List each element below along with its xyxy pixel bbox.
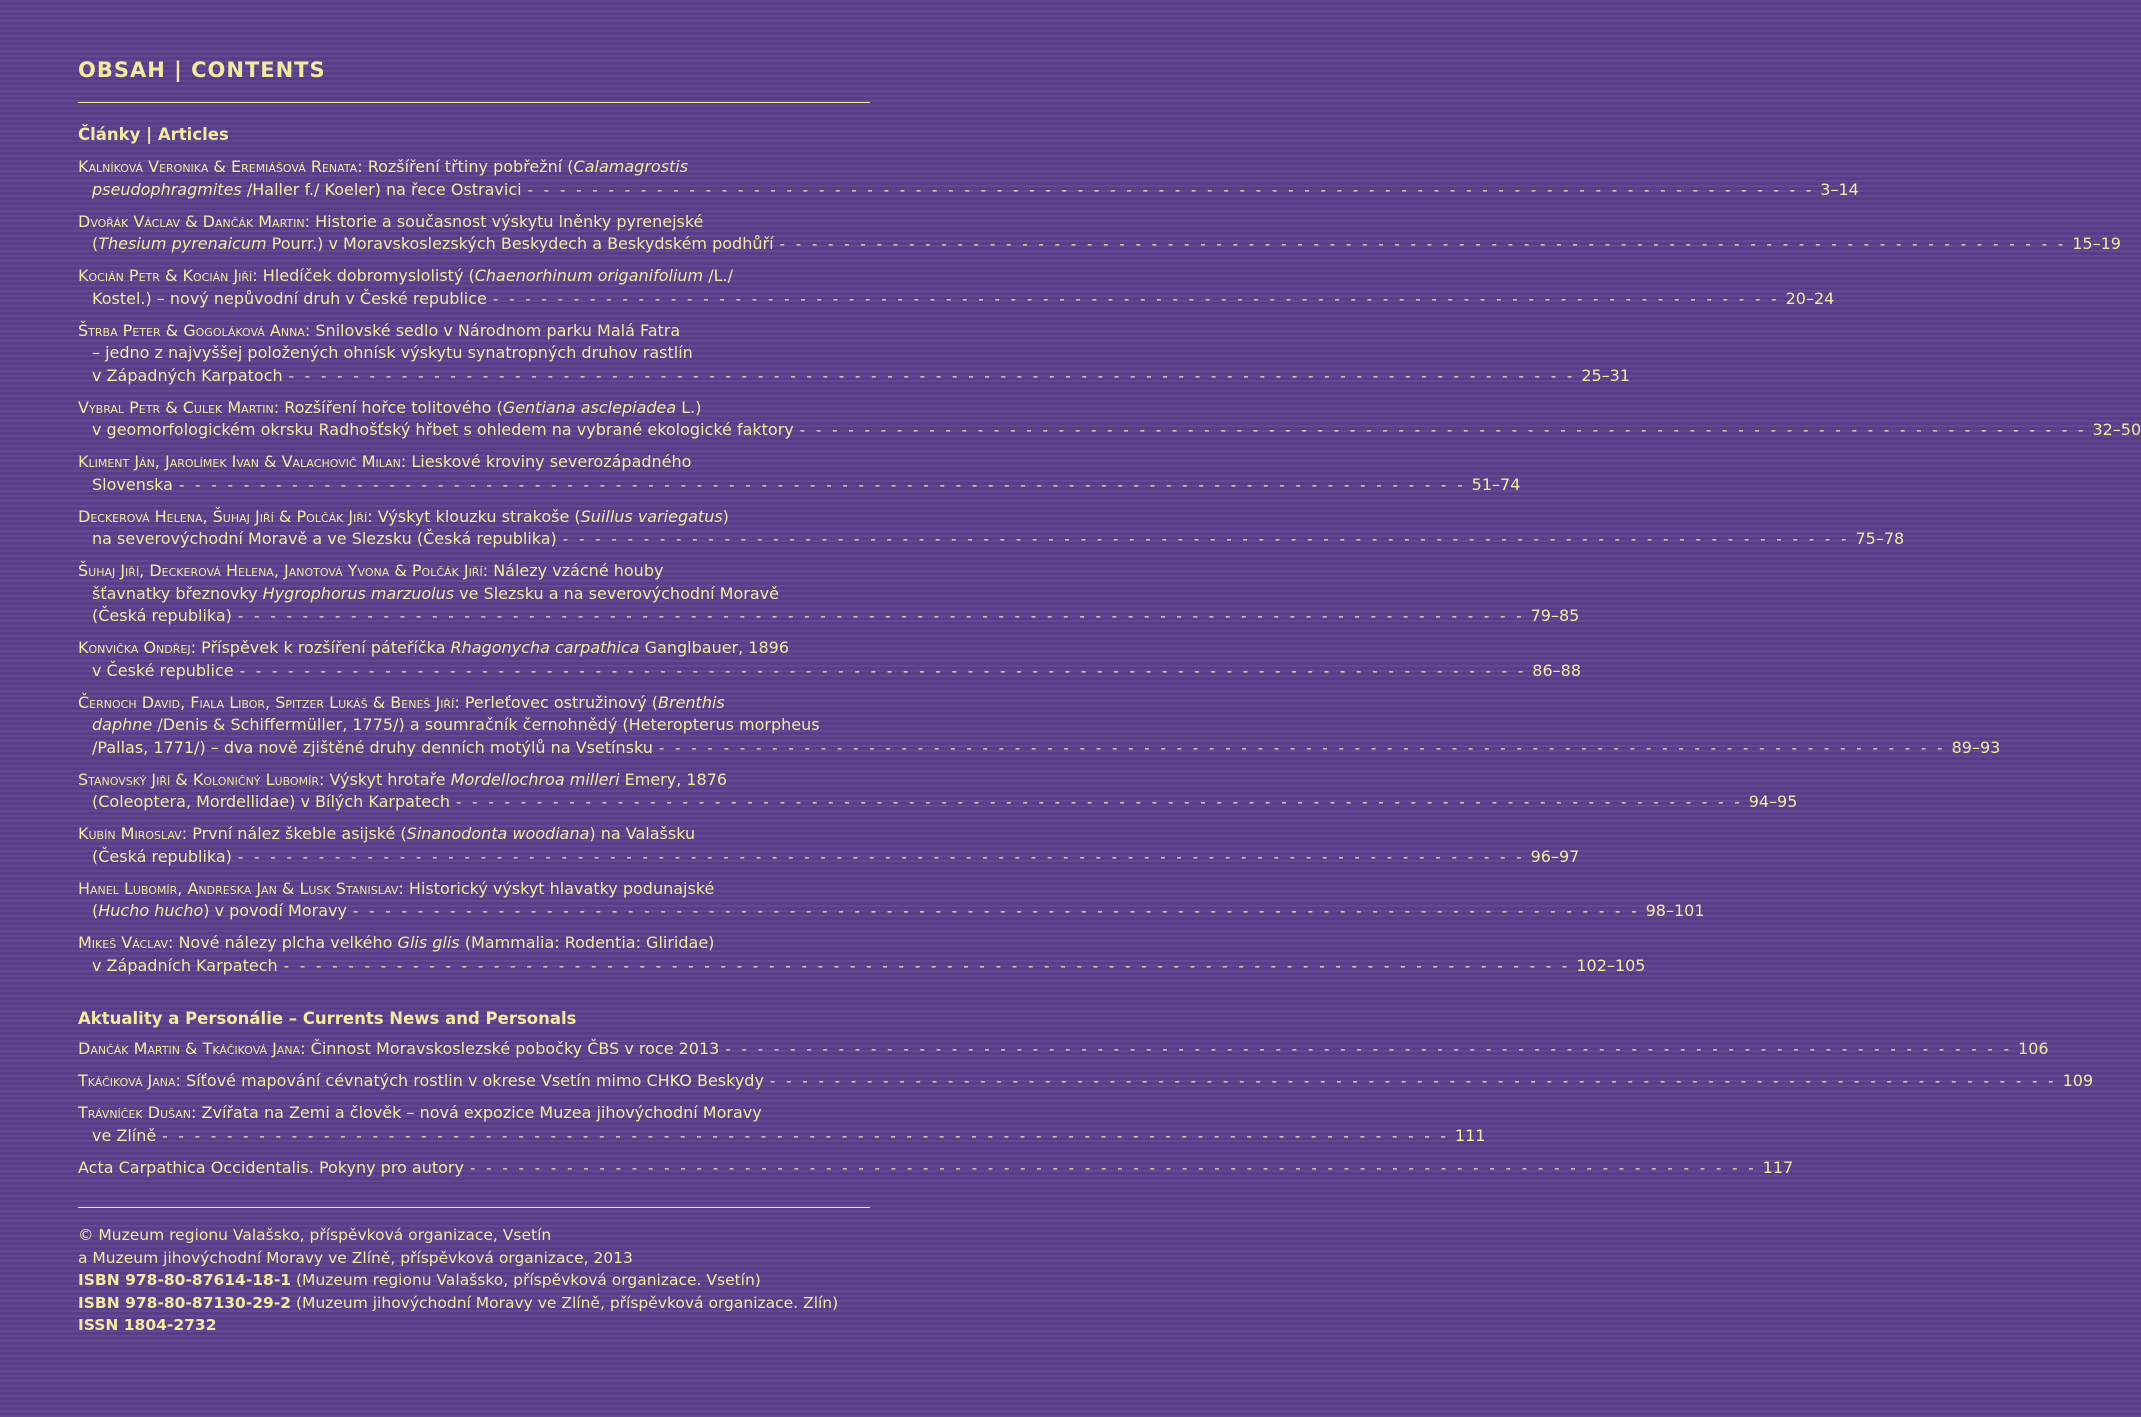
toc-line — [78, 737, 2001, 760]
title-text: L.) — [676, 397, 702, 417]
taxon-name: Calamagrostis — [573, 157, 689, 176]
title-text: Hledíček dobromyslolistý ( — [262, 266, 475, 285]
entry-text — [92, 419, 794, 442]
entry-text — [92, 365, 283, 388]
entry-authors: Stanovský Jiří & Koloničný Lubomír: — [78, 769, 325, 789]
contents-page — [78, 58, 2141, 1337]
isbn-publisher: (Muzeum jihovýchodní Moravy ve Zlíně, příspěvková organizace. Zlín) — [291, 1293, 839, 1312]
toc-line — [78, 1070, 2094, 1093]
entry-text — [92, 605, 232, 628]
dot-leader: - - - - - - - - - - - - - - - - - - - - - - - - - - - - - - - - - - - - - - - - - - - - - - - - - - - - - - - - - - - - - - - - - - - - - - - - - - - - - - - - — [283, 956, 1571, 975]
page-range: 106 — [2018, 1039, 2049, 1058]
page-range: 3–14 — [1820, 179, 1859, 199]
entry-authors: Štrba Peter & Gogoláková Anna: — [78, 320, 311, 340]
dot-leader: - - - - - - - - - - - - - - - - - - - - - - - - - - - - - - - - - - - - - - - - - - - - - - - - - - - - - - - - - - - - - - - - - - - - - - - - - - - - - - - - — [237, 607, 1525, 625]
entry-authors: Deckerová Helena, Šuhaj Jiří & Polčák Jiří: — [78, 506, 373, 526]
title-text: Emery, 1876 — [619, 769, 728, 789]
title-text: Rozšíření třtiny pobřežní ( — [367, 157, 574, 176]
page-range: 96–97 — [1530, 846, 1580, 866]
entry-authors: Hanel Lubomír, Andreska Jan & Lusk Stanislav: — [78, 878, 404, 898]
title-text: ( — [92, 901, 99, 920]
title-text: /Pallas, 1771/) – dva nově zjištěné druhy denních motýlů na Vsetínsku — [92, 737, 653, 757]
page-range: 20–24 — [1785, 288, 1835, 308]
page-range: 94–95 — [1748, 792, 1798, 811]
dot-leader: - - - - - - - - - - - - - - - - - - - - - - - - - - - - - - - - - - - - - - - - - - - - - - - - - - - - - - - - - - - - - - - - - - - - - - - - - - - - - - - - — [769, 1072, 2057, 1090]
entry-text — [92, 791, 450, 814]
copyright-line: © Muzeum regionu Valašsko, příspěvková organizace, Vsetín — [78, 1226, 552, 1244]
page-range: 51–74 — [1471, 474, 1521, 494]
toc-line — [78, 637, 870, 660]
entry-text — [92, 1125, 156, 1148]
copyright-line: a Muzeum jihovýchodní Moravy ve Zlíně, příspěvková organizace, 2013 — [78, 1248, 633, 1267]
toc-entry — [78, 823, 1580, 868]
entry-text — [92, 660, 234, 683]
toc-line — [78, 714, 870, 737]
articles-section-title: Články | Articles — [78, 125, 229, 144]
news-section-title: Aktuality a Personálie – Currents News and Personals — [78, 1009, 577, 1028]
taxon-name: Hucho hucho — [98, 901, 204, 920]
toc-line — [78, 342, 870, 365]
entry-text — [78, 932, 714, 955]
entry-authors: Tkáčiková Jana: — [78, 1071, 181, 1090]
dot-leader: - - - - - - - - - - - - - - - - - - - - - - - - - - - - - - - - - - - - - - - - - - - - - - - - - - - - - - - - - - - - - - - - - - - - - - - - - - - - - - - - — [239, 661, 1527, 680]
toc-entry — [78, 932, 1646, 977]
toc-line — [78, 1157, 1794, 1180]
title-text: Síťové mapování cévnatých rostlin v okrese Vsetín mimo CHKO Beskydy — [186, 1071, 764, 1090]
entry-authors: Mikeš Václav: — [78, 933, 174, 952]
dot-leader: - - - - - - - - - - - - - - - - - - - - - - - - - - - - - - - - - - - - - - - - - - - - - - - - - - - - - - - - - - - - - - - - - - - - - - - - - - - - - - - - — [456, 793, 1743, 811]
entry-authors: Kubín Miroslav: — [78, 824, 188, 843]
entry-text — [92, 846, 232, 869]
toc-line — [78, 660, 1581, 683]
entry-text — [78, 1070, 764, 1093]
title-text: Zvířata na Zemi a člověk – nová expozice Muzea jihovýchodní Moravy — [201, 1103, 762, 1122]
taxon-name: Brenthis — [658, 692, 725, 712]
entry-text — [78, 156, 688, 179]
dot-leader: - - - - - - - - - - - - - - - - - - - - - - - - - - - - - - - - - - - - - - - - - - - - - - - - - - - - - - - - - - - - - - - - - - - - - - - - - - - - - - - - — [492, 289, 1780, 308]
dot-leader: - - - - - - - - - - - - - - - - - - - - - - - - - - - - - - - - - - - - - - - - - - - - - - - - - - - - - - - - - - - - - - - - - - - - - - - - - - - - - - - - — [469, 1158, 1757, 1177]
entry-text — [78, 637, 789, 660]
taxon-name: daphne — [92, 715, 153, 734]
isbn-number: ISBN 978-80-87614-18-1 — [78, 1271, 292, 1289]
title-text: ) na Valašsku — [589, 824, 696, 843]
page-range: 109 — [2062, 1071, 2094, 1090]
entry-authors: Konvička Ondřej: — [78, 638, 196, 657]
title-text: Ganglbauer, 1896 — [639, 638, 790, 657]
taxon-name: Sinanodonta woodiana — [406, 824, 590, 843]
entry-text — [78, 211, 703, 234]
entry-authors: Kliment Ján, Jarolímek Ivan & Valachovič Milan: — [78, 452, 407, 471]
title-text: Nálezy vzácné houby — [493, 561, 664, 580]
page-title: OBSAH | CONTENTS — [78, 58, 326, 82]
entry-text — [92, 474, 173, 497]
toc-entry — [78, 1102, 1486, 1147]
title-text: Příspěvek k rozšíření páteříčka — [201, 638, 451, 657]
entry-text — [78, 397, 702, 420]
entry-text — [92, 900, 347, 923]
toc-entry — [78, 156, 1859, 201]
toc-entry — [78, 692, 2001, 760]
page-range: 89–93 — [1951, 737, 2001, 757]
toc-line — [78, 1125, 1486, 1148]
title-text: (Mammalia: Rodentia: Gliridae) — [459, 933, 715, 952]
page-range: 102–105 — [1576, 955, 1646, 975]
title-text: Výskyt hrotaře — [329, 769, 451, 789]
toc-line — [78, 288, 1835, 311]
dot-leader: - - - - - - - - - - - - - - - - - - - - - - - - - - - - - - - - - - - - - - - - - - - - - - - - - - - - - - - - - - - - - - - - - - - - - - - - - - - - - - - - — [799, 421, 2087, 439]
toc-line — [78, 528, 1905, 551]
toc-line — [78, 233, 2121, 256]
toc-entry — [78, 506, 1905, 551]
title-text: ) v povodí Moravy — [203, 901, 347, 920]
toc-line — [78, 583, 870, 606]
entry-text — [92, 714, 820, 737]
entry-text — [92, 528, 557, 551]
title-text: Snilovské sedlo v Národnom parku Malá Fatra — [315, 320, 681, 340]
taxon-name: Glis glis — [397, 933, 460, 952]
toc-line — [78, 605, 1580, 628]
entry-text — [78, 1038, 719, 1061]
toc-line — [78, 791, 1798, 814]
title-text: Kostel.) – nový nepůvodní druh v České republice — [92, 288, 487, 308]
entry-authors: Dančák Martin & Tkáčiková Jana: — [78, 1039, 306, 1058]
title-text: První nález škeble asijské ( — [192, 824, 407, 843]
dot-leader: - - - - - - - - - - - - - - - - - - - - - - - - - - - - - - - - - - - - - - - - - - - - - - - - - - - - - - - - - - - - - - - - - - - - - - - - - - - - - - - - — [725, 1040, 2013, 1058]
isbn-number: ISBN 978-80-87130-29-2 — [78, 1293, 292, 1312]
entry-text — [78, 265, 733, 288]
toc-entry — [78, 451, 1521, 496]
taxon-name: Thesium pyrenaicum — [98, 234, 267, 253]
toc-line — [78, 451, 870, 474]
dot-leader: - - - - - - - - - - - - - - - - - - - - - - - - - - - - - - - - - - - - - - - - - - - - - - - - - - - - - - - - - - - - - - - - - - - - - - - - - - - - - - - - — [779, 235, 2067, 253]
entry-authors: Dvořák Václav & Dančák Martin: — [78, 211, 310, 231]
page-range: 79–85 — [1530, 606, 1580, 625]
title-text: Lieskové kroviny severozápadného — [411, 452, 692, 471]
title-text: šťavnatky březnovky — [92, 583, 263, 603]
page-range: 25–31 — [1581, 365, 1631, 385]
entry-text — [78, 320, 680, 343]
toc-line — [78, 846, 1580, 869]
entry-text — [92, 583, 779, 606]
dot-leader: - - - - - - - - - - - - - - - - - - - - - - - - - - - - - - - - - - - - - - - - - - - - - - - - - - - - - - - - - - - - - - - - - - - - - - - - - - - - - - - - — [352, 902, 1640, 920]
entry-text — [78, 1157, 464, 1180]
dot-leader: - - - - - - - - - - - - - - - - - - - - - - - - - - - - - - - - - - - - - - - - - - - - - - - - - - - - - - - - - - - - - - - - - - - - - - - - - - - - - - - - — [178, 475, 1466, 494]
page-range: 111 — [1454, 1125, 1486, 1145]
title-text: ( — [92, 234, 99, 253]
title-text: Historie a současnost výskytu lněnky pyrenejské — [315, 211, 704, 231]
issn-line — [78, 1314, 870, 1337]
title-text: Acta Carpathica Occidentalis. Pokyny pro autory — [78, 1157, 464, 1177]
title-text: Výskyt klouzku strakoše ( — [377, 506, 581, 526]
isbn-publisher: (Muzeum regionu Valašsko, příspěvková organizace. Vsetín) — [291, 1271, 761, 1289]
toc-line — [78, 211, 870, 234]
toc-entry — [78, 769, 1798, 814]
entry-text — [78, 560, 663, 583]
title-text: na severovýchodní Moravě a ve Slezsku (Česká republika) — [92, 529, 557, 548]
toc-line — [78, 900, 1705, 923]
title-text: Nové nálezy plcha velkého — [178, 933, 398, 952]
title-text: Slovenska — [92, 474, 173, 494]
news-list — [78, 1038, 2094, 1179]
entry-text — [92, 179, 522, 202]
toc-entry — [78, 397, 2141, 442]
page-range: 75–78 — [1855, 529, 1905, 548]
entry-text — [78, 506, 729, 529]
toc-entry — [78, 211, 2121, 256]
title-text: v Západných Karpatoch — [92, 365, 283, 385]
toc-line — [78, 156, 870, 179]
dot-leader: - - - - - - - - - - - - - - - - - - - - - - - - - - - - - - - - - - - - - - - - - - - - - - - - - - - - - - - - - - - - - - - - - - - - - - - - - - - - - - - - — [162, 1126, 1449, 1145]
toc-line — [78, 474, 1521, 497]
toc-line — [78, 1102, 870, 1125]
title-text: v České republice — [92, 660, 234, 680]
page-range: 98–101 — [1645, 901, 1705, 920]
title-text: (Coleoptera, Mordellidae) v Bílých Karpatech — [92, 792, 450, 811]
toc-entry — [78, 1070, 2094, 1093]
toc-line — [78, 397, 870, 420]
title-text: Rozšíření hořce tolitového ( — [284, 397, 503, 417]
toc-line — [78, 769, 870, 792]
toc-entry — [78, 265, 1835, 310]
page-range: 32–50 — [2092, 420, 2141, 439]
entry-text — [78, 878, 714, 901]
taxon-name: Hygrophorus marzuolus — [262, 583, 455, 603]
toc-line — [78, 560, 870, 583]
dot-leader: - - - - - - - - - - - - - - - - - - - - - - - - - - - - - - - - - - - - - - - - - - - - - - - - - - - - - - - - - - - - - - - - - - - - - - - - - - - - - - - - — [237, 847, 1525, 866]
dot-leader: - - - - - - - - - - - - - - - - - - - - - - - - - - - - - - - - - - - - - - - - - - - - - - - - - - - - - - - - - - - - - - - - - - - - - - - - - - - - - - - - — [562, 530, 1850, 548]
toc-line — [78, 692, 870, 715]
page-range: 15–19 — [2072, 234, 2121, 253]
dot-leader: - - - - - - - - - - - - - - - - - - - - - - - - - - - - - - - - - - - - - - - - - - - - - - - - - - - - - - - - - - - - - - - - - - - - - - - - - - - - - - - - — [658, 738, 1946, 757]
entry-text — [92, 737, 653, 760]
taxon-name: pseudophragmites — [92, 179, 242, 199]
title-text: ) — [722, 506, 729, 526]
title-text: ve Slezsku a na severovýchodní Moravě — [454, 583, 779, 603]
divider — [78, 1207, 870, 1208]
toc-line — [78, 955, 1646, 978]
taxon-name: Chaenorhinum origanifolium — [474, 266, 704, 285]
entry-text — [78, 1102, 762, 1125]
entry-text — [78, 451, 691, 474]
entry-authors: Trávníček Dušan: — [78, 1103, 197, 1122]
issn-number: ISSN 1804-2732 — [78, 1316, 217, 1334]
taxon-name: Gentiana asclepiadea — [502, 397, 677, 417]
title-text: /Denis & Schiffermüller, 1775/) a soumračník černohnědý (Heteropterus morpheus — [152, 715, 820, 734]
taxon-name: Suillus variegatus — [580, 506, 723, 526]
title-text: v geomorfologickém okrsku Radhošťský hřbet s ohledem na vybrané ekologické faktory — [92, 420, 794, 439]
toc-line — [78, 419, 2141, 442]
page-range: 117 — [1762, 1157, 1794, 1177]
entry-authors: Vybral Petr & Culek Martin: — [78, 397, 280, 417]
title-text: Perleťovec ostružinový ( — [464, 692, 659, 712]
divider — [78, 102, 870, 103]
title-text: Historický výskyt hlavatky podunajské — [408, 878, 715, 898]
dot-leader: - - - - - - - - - - - - - - - - - - - - - - - - - - - - - - - - - - - - - - - - - - - - - - - - - - - - - - - - - - - - - - - - - - - - - - - - - - - - - - - - — [527, 180, 1815, 199]
toc-entry — [78, 878, 1705, 923]
taxon-name: Mordellochroa milleri — [450, 769, 620, 789]
articles-list — [78, 156, 2141, 977]
toc-line — [78, 506, 870, 529]
title-text: ve Zlíně — [92, 1125, 157, 1145]
toc-line — [78, 823, 870, 846]
toc-entry — [78, 637, 1581, 682]
toc-line — [78, 265, 870, 288]
entry-text — [92, 955, 278, 978]
taxon-name: Rhagonycha carpathica — [450, 638, 640, 657]
title-text: Činnost Moravskoslezské pobočky ČBS v roce 2013 — [310, 1039, 720, 1058]
entry-authors: Kocián Petr & Kocián Jiří: — [78, 266, 258, 285]
imprint — [78, 1207, 870, 1337]
title-text: Pourr.) v Moravskoslezských Beskydech a Beskydském podhůří — [266, 234, 774, 253]
toc-line — [78, 878, 870, 901]
page-range: 86–88 — [1532, 660, 1581, 680]
entry-text — [92, 342, 693, 365]
title-text: /L./ — [703, 266, 734, 285]
toc-entry — [78, 560, 1580, 628]
title-text: v Západních Karpatech — [92, 955, 278, 975]
entry-text — [92, 233, 774, 256]
entry-text — [78, 692, 725, 715]
toc-entry — [78, 320, 1631, 388]
entry-authors: Kalníková Veronika & Eremiášová Renata: — [78, 157, 363, 176]
isbn-line — [78, 1292, 870, 1315]
title-text: (Česká republika) — [92, 606, 232, 625]
title-text: /Haller f./ Koeler) na řece Ostravici — [241, 179, 522, 199]
toc-entry — [78, 1157, 1794, 1180]
isbn-line — [78, 1269, 870, 1292]
entry-text — [78, 823, 695, 846]
dot-leader: - - - - - - - - - - - - - - - - - - - - - - - - - - - - - - - - - - - - - - - - - - - - - - - - - - - - - - - - - - - - - - - - - - - - - - - - - - - - - - - - — [288, 366, 1576, 385]
entry-text — [78, 769, 727, 792]
entry-text — [92, 288, 487, 311]
title-text: – jedno z najvyššej položených ohnísk výskytu synatropných druhov rastlín — [92, 343, 693, 362]
toc-line — [78, 179, 1859, 202]
toc-line — [78, 365, 1631, 388]
title-text: (Česká republika) — [92, 846, 232, 866]
toc-line — [78, 320, 870, 343]
toc-line — [78, 1038, 2049, 1061]
entry-authors: Černoch David, Fiala Libor, Spitzer Lukáš & Beneš Jiří: — [78, 692, 460, 712]
entry-authors: Šuhaj Jiří, Deckerová Helena, Janotová Yvona & Polčák Jiří: — [78, 561, 489, 580]
toc-entry — [78, 1038, 2049, 1061]
toc-line — [78, 932, 870, 955]
